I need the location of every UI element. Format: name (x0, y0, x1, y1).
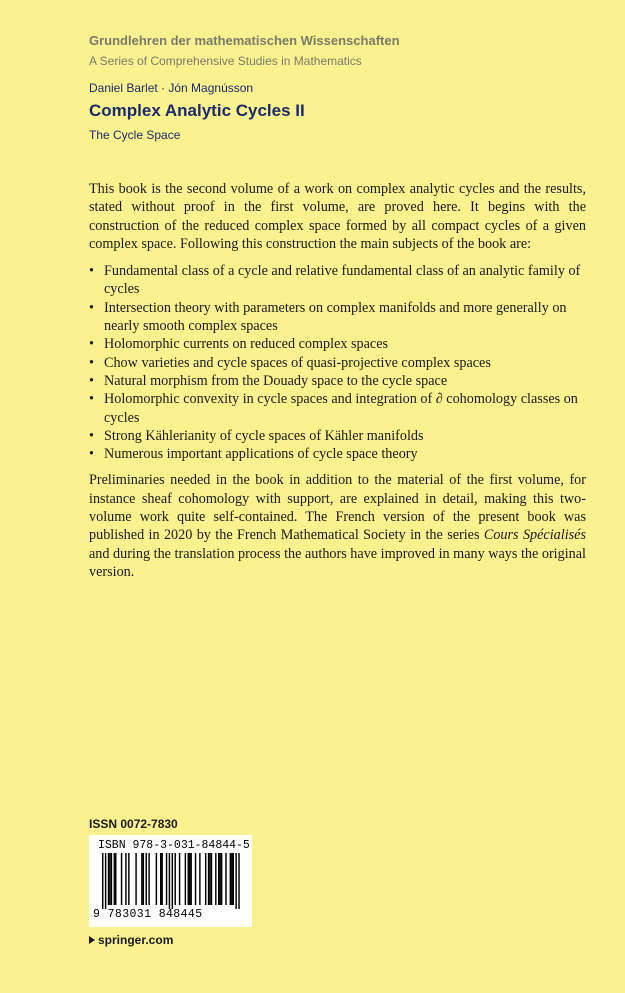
barcode-bar (208, 853, 209, 905)
book-title: Complex Analytic Cycles II (89, 101, 305, 120)
barcode-bar (231, 853, 232, 905)
barcode-bar (211, 853, 212, 905)
barcode-bar (209, 853, 210, 905)
arrow-right-icon (89, 936, 95, 944)
barcode-bar (195, 853, 196, 905)
barcode-bar (109, 853, 110, 905)
barcode-bar (156, 853, 157, 905)
barcode-bar (215, 853, 216, 905)
barcode-bar (114, 853, 115, 905)
subject-item: • Natural morphism from the Douady space to the cycle space (89, 372, 586, 390)
series-title: Grundlehren der mathematischen Wissenschaften (89, 33, 400, 48)
book-authors: Daniel Barlet · Jón Magnússon (89, 81, 254, 95)
issn-label: ISSN 0072-7830 (89, 817, 178, 831)
subject-item: • Holomorphic convexity in cycle spaces and integration of ∂ cohomology classes on cycles (89, 390, 586, 427)
barcode-bar (169, 853, 170, 909)
barcode-bar (128, 853, 129, 905)
barcode-bar (108, 853, 109, 905)
barcode-bar (189, 853, 190, 905)
barcode-bar (115, 853, 116, 905)
series-name-italic: Cours Spécialisés (483, 527, 586, 544)
closing-text-part2: and during the translation process the authors have improved in many ways the original version. (89, 545, 586, 580)
barcode-bar (102, 853, 103, 909)
closing-text-part1: Preliminaries needed in the book in addition to the material of the first volume, for instance sheaf cohomology with support, are explained in detail, making this two-volume work quite self-contained. The French version of the present book was published in 2020 by the French Mathematical Society in the series (89, 472, 586, 544)
barcode-bar (238, 853, 239, 909)
barcode-bar (160, 853, 161, 905)
barcode-bar (161, 853, 162, 905)
barcode-bar (175, 853, 176, 905)
book-subtitle: The Cycle Space (89, 128, 181, 142)
barcode-bar (225, 853, 226, 905)
subject-item: • Numerous important applications of cycle space theory (89, 445, 586, 463)
barcode-bar (125, 853, 126, 905)
barcode-bar (172, 853, 173, 909)
description-closing (89, 471, 586, 581)
barcode-bar (135, 853, 136, 905)
subject-item: • Holomorphic currents on reduced complex spaces (89, 335, 586, 353)
barcode-bar (179, 853, 180, 905)
subject-item: • Strong Kählerianity of cycle spaces of Kähler manifolds (89, 427, 586, 445)
subject-item: • Chow varieties and cycle spaces of quasi-projective complex spaces (89, 354, 586, 372)
barcode (89, 835, 252, 927)
description-intro: This book is the second volume of a work on complex analytic cycles and the results, stated without proof in the first volume, are proved here. It begins with the construction of the reduced complex space formed by all compact cycles of a given complex space. Following this construction the main subjects of the book are: (89, 181, 586, 252)
barcode-bar (199, 853, 200, 905)
isbn-label: ISBN 978-3-031-84844-5 (98, 839, 250, 852)
barcode-bar (143, 853, 144, 905)
barcode-bar (233, 853, 234, 905)
description (89, 180, 586, 581)
publisher-url: springer.com (98, 933, 174, 947)
barcode-bar (205, 853, 206, 905)
barcode-bar (146, 853, 147, 905)
barcode-bar (105, 853, 106, 909)
barcode-bar (111, 853, 112, 905)
barcode-bar (218, 853, 219, 905)
subject-item: • Fundamental class of a cycle and relative fundamental class of an analytic family of cycles (89, 262, 586, 299)
barcode-bar (188, 853, 189, 905)
barcode-bar (190, 853, 191, 905)
barcode-bar (230, 853, 231, 905)
barcode-bar (221, 853, 222, 905)
barcode-bar (185, 853, 186, 905)
barcode-bar (235, 853, 236, 909)
subject-item: • Intersection theory with parameters on complex manifolds and more generally on nearly smooth complex spaces (89, 299, 586, 336)
publisher-link[interactable] (89, 933, 173, 947)
subject-list (89, 262, 586, 463)
barcode-bars (89, 853, 252, 909)
barcode-bar (141, 853, 142, 905)
series-subtitle: A Series of Comprehensive Studies in Mathematics (89, 54, 362, 68)
barcode-bar (148, 853, 149, 905)
barcode-bar (121, 853, 122, 905)
barcode-bar (166, 853, 167, 905)
ean-digits: 9 783031 848445 (93, 908, 203, 921)
barcode-bar (219, 853, 220, 905)
